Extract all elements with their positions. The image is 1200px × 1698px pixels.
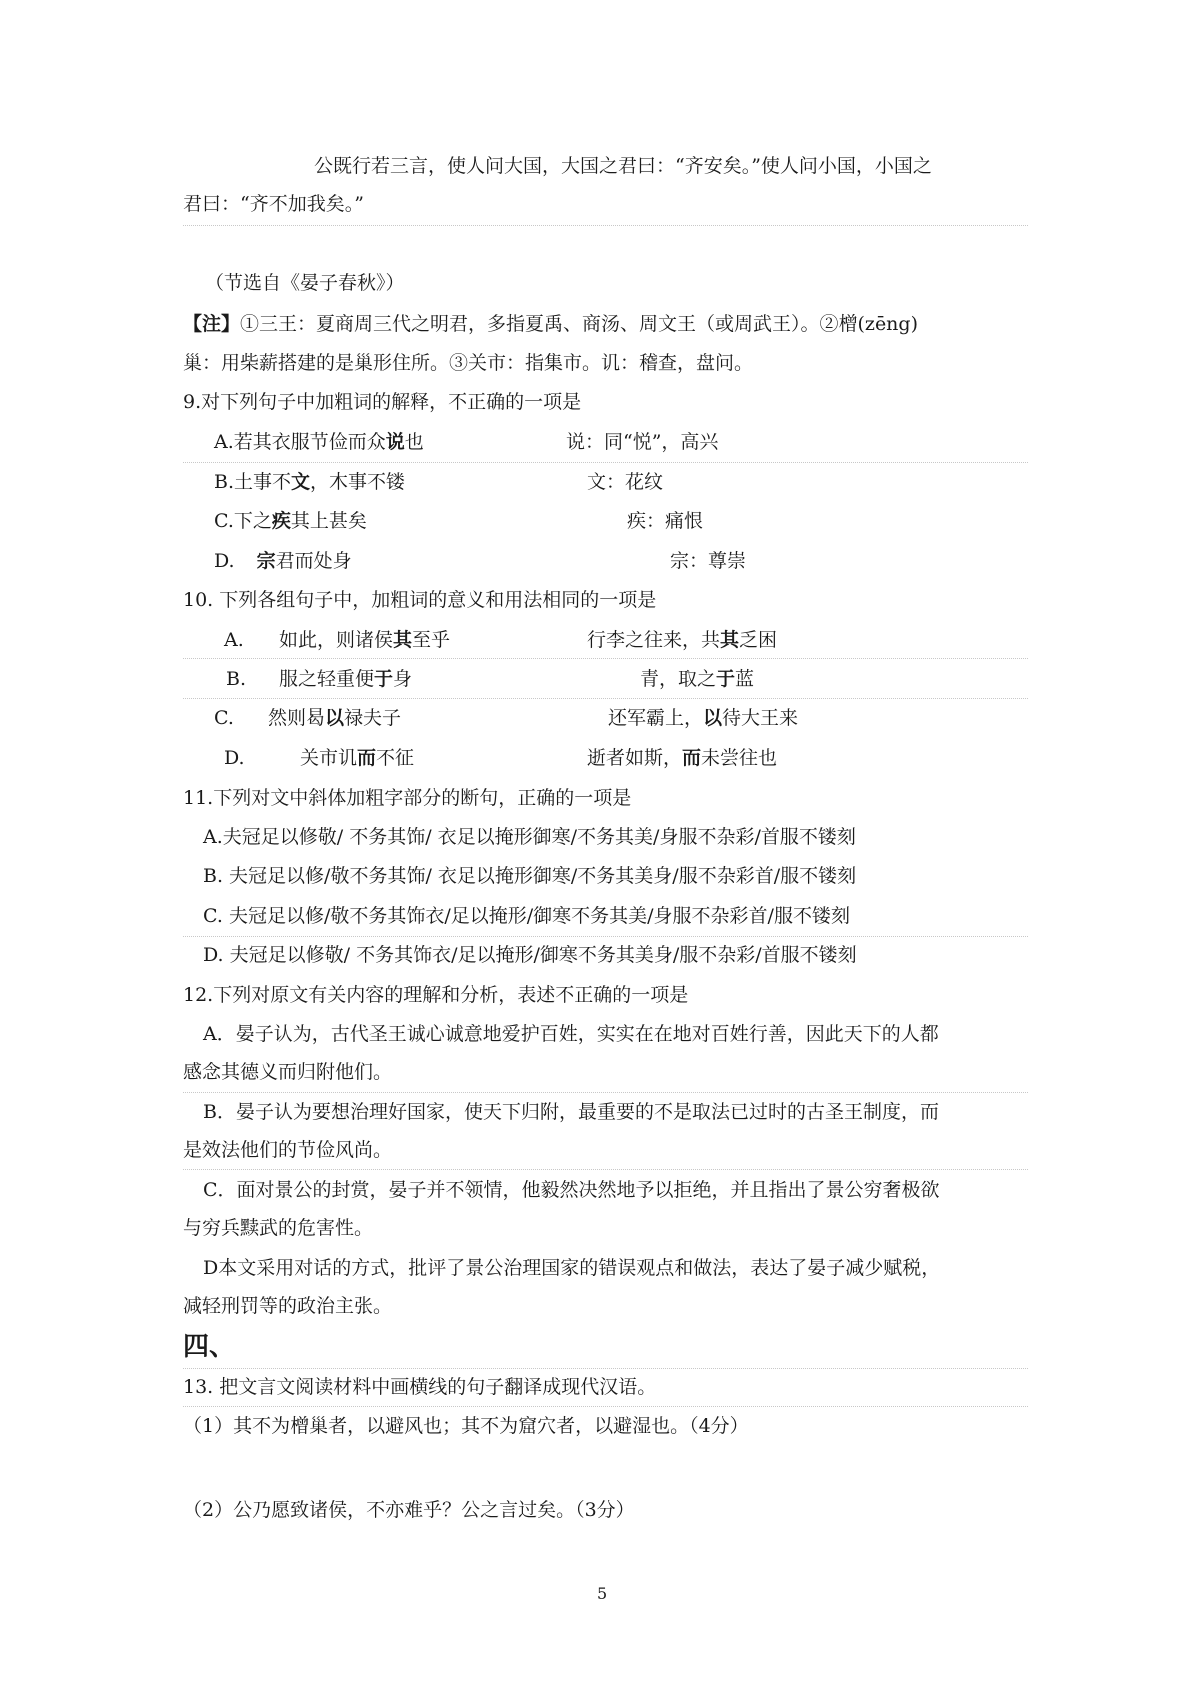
q12-option-a-line-2: 感念其德义而归附他们。 — [183, 1061, 393, 1083]
q9-gloss-c: 疾：痛恨 — [627, 510, 704, 532]
q10-stem: 10. 下列各组句子中，加粗词的意义和用法相同的一项是 — [183, 589, 657, 611]
q11-stem: 11.下列对文中斜体加粗字部分的断句，正确的一项是 — [183, 787, 632, 809]
q12-option-b-line-2: 是效法他们的节俭风尚。 — [183, 1139, 393, 1161]
q9-option-d: D. 宗君而处身 — [214, 550, 352, 572]
divider — [183, 1092, 1028, 1093]
divider — [183, 1368, 1028, 1369]
q10-option-d-left: 关市讥而不征 — [300, 747, 415, 769]
q11-option-a: A.夫冠足以修敬/ 不务其饰/ 衣足以掩形御寒/不务其美/身服不杂彩/首服不镂刻 — [203, 826, 856, 848]
q12-option-a-line-1: A．晏子认为，古代圣王诚心诚意地爱护百姓，实实在在地对百姓行善，因此天下的人都 — [203, 1023, 939, 1045]
q10-option-a-left: 如此，则诸侯其至乎 — [279, 629, 451, 651]
q10-option-d-right: 逝者如斯，而未尝往也 — [587, 747, 778, 769]
q13-stem: 13. 把文言文阅读材料中画横线的句子翻译成现代汉语。 — [183, 1376, 657, 1398]
q9-option-b: B.土事不文，木事不镂 — [214, 471, 406, 493]
q10-option-b-left: 服之轻重便于身 — [279, 668, 413, 690]
q11-option-d: D. 夫冠足以修敬/ 不务其饰衣/足以掩形/御寒不务其美身/服不杂彩/首服不镂刻 — [203, 944, 857, 966]
q10-option-c-right: 还军霸上，以待大王来 — [608, 707, 799, 729]
divider — [183, 1169, 1028, 1170]
q10-label-d: D. — [224, 747, 245, 769]
q9-gloss-a: 说：同“悦”，高兴 — [566, 431, 719, 453]
divider — [183, 462, 1028, 463]
passage-line-2: 君曰：“齐不加我矣。” — [183, 193, 364, 215]
q11-option-b: B. 夫冠足以修/敬不务其饰/ 衣足以掩形御寒/不务其美身/服不杂彩首/服不镂刻 — [203, 865, 857, 887]
q12-option-c-line-2: 与穷兵黩武的危害性。 — [183, 1217, 374, 1239]
q10-label-a: A. — [224, 629, 244, 651]
q10-option-c-left: 然则曷以禄夫子 — [268, 707, 402, 729]
passage-line-1: 公既行若三言，使人问大国，大国之君曰：“齐安矣。”使人问小国，小国之 — [314, 155, 932, 177]
q11-option-c: C. 夫冠足以修/敬不务其饰衣/足以掩形/御寒不务其美/身服不杂彩首/服不镂刻 — [203, 905, 850, 927]
q9-stem: 9.对下列句子中加粗词的解释，不正确的一项是 — [183, 391, 582, 413]
q10-label-c: C. — [214, 707, 234, 729]
q13-sentence-2: （2）公乃愿致诸侯，不亦难乎？公之言过矣。（3分） — [183, 1499, 635, 1521]
q12-option-d-line-2: 减轻刑罚等的政治主张。 — [183, 1295, 393, 1317]
q10-option-b-right: 青，取之于蓝 — [640, 668, 755, 690]
source-citation: （节选自《晏子春秋》） — [205, 272, 405, 294]
notes-tag: 【注】 — [183, 313, 241, 335]
q9-option-c: C.下之疾其上甚矣 — [214, 510, 367, 532]
q9-gloss-b: 文：花纹 — [587, 471, 664, 493]
q12-option-b-line-1: B．晏子认为要想治理好国家，使天下归附，最重要的不是取法已过时的古圣王制度，而 — [203, 1101, 939, 1123]
q9-gloss-d: 宗：尊崇 — [670, 550, 747, 572]
notes-text: ①三王：夏商周三代之明君，多指夏禹、商汤、周文王（或周武王）。②橧(zēng) — [240, 313, 918, 335]
q10-option-a-right: 行李之往来，共其乏困 — [587, 629, 778, 651]
q10-label-b: B. — [226, 668, 247, 690]
q9-option-a: A.若其衣服节俭而众说也 — [214, 431, 424, 453]
section-heading: 四、 — [183, 1332, 236, 1362]
q12-option-d-line-1: D本文采用对话的方式，批评了景公治理国家的错误观点和做法，表达了晏子减少赋税， — [203, 1257, 941, 1279]
divider — [183, 698, 1028, 699]
notes-line-2: 巢：用柴薪搭建的是巢形住所。③关市：指集市。讥：稽查，盘问。 — [183, 352, 754, 374]
q12-option-c-line-1: C．面对景公的封赏，晏子并不领情，他毅然决然地予以拒绝，并且指出了景公穷奢极欲 — [203, 1179, 940, 1201]
page-number: 5 — [597, 1584, 608, 1603]
divider — [183, 225, 1028, 226]
q12-stem: 12.下列对原文有关内容的理解和分析，表述不正确的一项是 — [183, 984, 689, 1006]
q13-sentence-1: （1）其不为橧巢者，以避风也；其不为窟穴者，以避湿也。（4分） — [183, 1415, 749, 1437]
divider — [183, 658, 1028, 659]
divider — [183, 1406, 1028, 1407]
notes-line-1 — [183, 315, 918, 334]
divider — [183, 936, 1028, 937]
